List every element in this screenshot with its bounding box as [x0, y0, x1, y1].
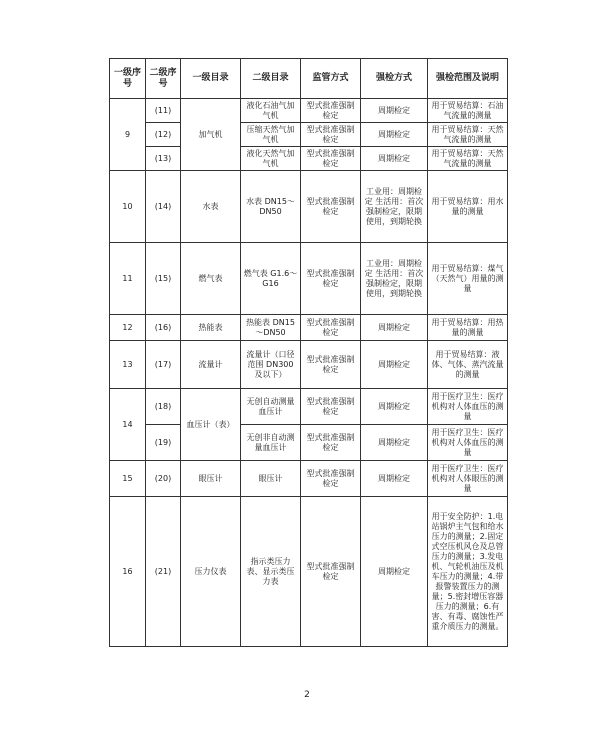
table-row: [110, 243, 508, 315]
inspection-method: 周期检定: [361, 123, 428, 147]
table-row: [110, 147, 508, 171]
level1-no: 13: [110, 341, 146, 389]
level2-category: 液化天然气加气机: [241, 147, 301, 171]
level1-no: 15: [110, 461, 146, 497]
table-row: [110, 123, 508, 147]
scope-description: 用于医疗卫生：医疗机构对人体眼压的测量: [428, 461, 508, 497]
level1-category: 燃气表: [181, 243, 241, 315]
table-row: [110, 99, 508, 123]
header-level2-no: 二级序号: [146, 59, 181, 99]
scope-description: 用于安全防护：1.电站锅炉主气包和给水压力的测量；2.固定式空压机风仓及总管压力的测量；3.发电机、气轮机油压及机车压力的测量；4.带报警装置压力的测量；5.密封增压容器压力的测量；6.有害、有毒、腐蚀性严重介质压力的测量。: [428, 497, 508, 647]
level2-no: (14): [146, 171, 181, 243]
table-row: [110, 425, 508, 461]
supervision-method: 型式批准强制检定: [301, 497, 361, 647]
inspection-method: 周期检定: [361, 497, 428, 647]
level2-no: (20): [146, 461, 181, 497]
level2-category: 液化石油气加气机: [241, 99, 301, 123]
header-scope: 强检范围及说明: [428, 59, 508, 99]
level2-category: 压缩天然气加气机: [241, 123, 301, 147]
table-row: [110, 461, 508, 497]
level1-no: 12: [110, 315, 146, 341]
inspection-method: 工业用：周期检定 生活用：首次强制检定，限期使用，到期轮换: [361, 243, 428, 315]
inspection-method: 周期检定: [361, 315, 428, 341]
level2-no: (17): [146, 341, 181, 389]
scope-description: 用于医疗卫生：医疗机构对人体血压的测量: [428, 425, 508, 461]
inspection-method: 周期检定: [361, 341, 428, 389]
level1-no: 11: [110, 243, 146, 315]
metrology-catalog-table: [109, 58, 508, 647]
level2-category: 指示类压力表、显示类压力表: [241, 497, 301, 647]
supervision-method: 型式批准强制检定: [301, 243, 361, 315]
level2-category: 热能表 DN15～DN50: [241, 315, 301, 341]
inspection-method: 周期检定: [361, 147, 428, 171]
level1-category: 热能表: [181, 315, 241, 341]
level2-no: (16): [146, 315, 181, 341]
level2-no: (15): [146, 243, 181, 315]
scope-description: 用于贸易结算：天然气流量的测量: [428, 147, 508, 171]
supervision-method: 型式批准强制检定: [301, 461, 361, 497]
level2-category: 水表 DN15～DN50: [241, 171, 301, 243]
scope-description: 用于贸易结算：用热量的测量: [428, 315, 508, 341]
table-row: [110, 389, 508, 425]
supervision-method: 型式批准强制检定: [301, 315, 361, 341]
level1-category: 眼压计: [181, 461, 241, 497]
header-level1-no: 一级序号: [110, 59, 146, 99]
level1-category: 血压计（表）: [181, 389, 241, 461]
table-row: [110, 341, 508, 389]
supervision-method: 型式批准强制检定: [301, 147, 361, 171]
level1-category: 压力仪表: [181, 497, 241, 647]
level2-category: 无创非自动测量血压计: [241, 425, 301, 461]
supervision-method: 型式批准强制检定: [301, 389, 361, 425]
level2-no: (13): [146, 147, 181, 171]
scope-description: 用于贸易结算：用水量的测量: [428, 171, 508, 243]
level2-no: (21): [146, 497, 181, 647]
level2-no: (19): [146, 425, 181, 461]
table-row: [110, 315, 508, 341]
level2-category: 无创自动测量血压计: [241, 389, 301, 425]
header-level2-category: 二级目录: [241, 59, 301, 99]
level2-category: 流量计（口径范围 DN300 及以下）: [241, 341, 301, 389]
header-supervision: 监管方式: [301, 59, 361, 99]
level1-category: 加气机: [181, 99, 241, 171]
supervision-method: 型式批准强制检定: [301, 123, 361, 147]
supervision-method: 型式批准强制检定: [301, 171, 361, 243]
table-row: [110, 171, 508, 243]
inspection-method: 工业用：周期检定 生活用：首次强制检定，限期使用，到期轮换: [361, 171, 428, 243]
level1-category: 水表: [181, 171, 241, 243]
level2-no: (18): [146, 389, 181, 425]
level2-no: (11): [146, 99, 181, 123]
inspection-method: 周期检定: [361, 461, 428, 497]
level2-no: (12): [146, 123, 181, 147]
inspection-method: 周期检定: [361, 425, 428, 461]
table-row: [110, 497, 508, 647]
level1-no: 16: [110, 497, 146, 647]
scope-description: 用于医疗卫生：医疗机构对人体血压的测量: [428, 389, 508, 425]
inspection-method: 周期检定: [361, 389, 428, 425]
scope-description: 用于贸易结算：石油气流量的测量: [428, 99, 508, 123]
level1-category: 流量计: [181, 341, 241, 389]
level2-category: 眼压计: [241, 461, 301, 497]
scope-description: 用于贸易结算：天然气流量的测量: [428, 123, 508, 147]
page-number: 2: [304, 690, 310, 700]
level1-no: 10: [110, 171, 146, 243]
supervision-method: 型式批准强制检定: [301, 425, 361, 461]
level1-no: 14: [110, 389, 146, 461]
header-row: [110, 59, 508, 99]
supervision-method: 型式批准强制检定: [301, 99, 361, 123]
scope-description: 用于贸易结算：煤气（天然气）用量的测量: [428, 243, 508, 315]
supervision-method: 型式批准强制检定: [301, 341, 361, 389]
inspection-method: 周期检定: [361, 99, 428, 123]
level1-no: 9: [110, 99, 146, 171]
scope-description: 用于贸易结算：液体、气体、蒸汽流量的测量: [428, 341, 508, 389]
header-level1-category: 一级目录: [181, 59, 241, 99]
header-inspection: 强检方式: [361, 59, 428, 99]
level2-category: 燃气表 G1.6～G16: [241, 243, 301, 315]
